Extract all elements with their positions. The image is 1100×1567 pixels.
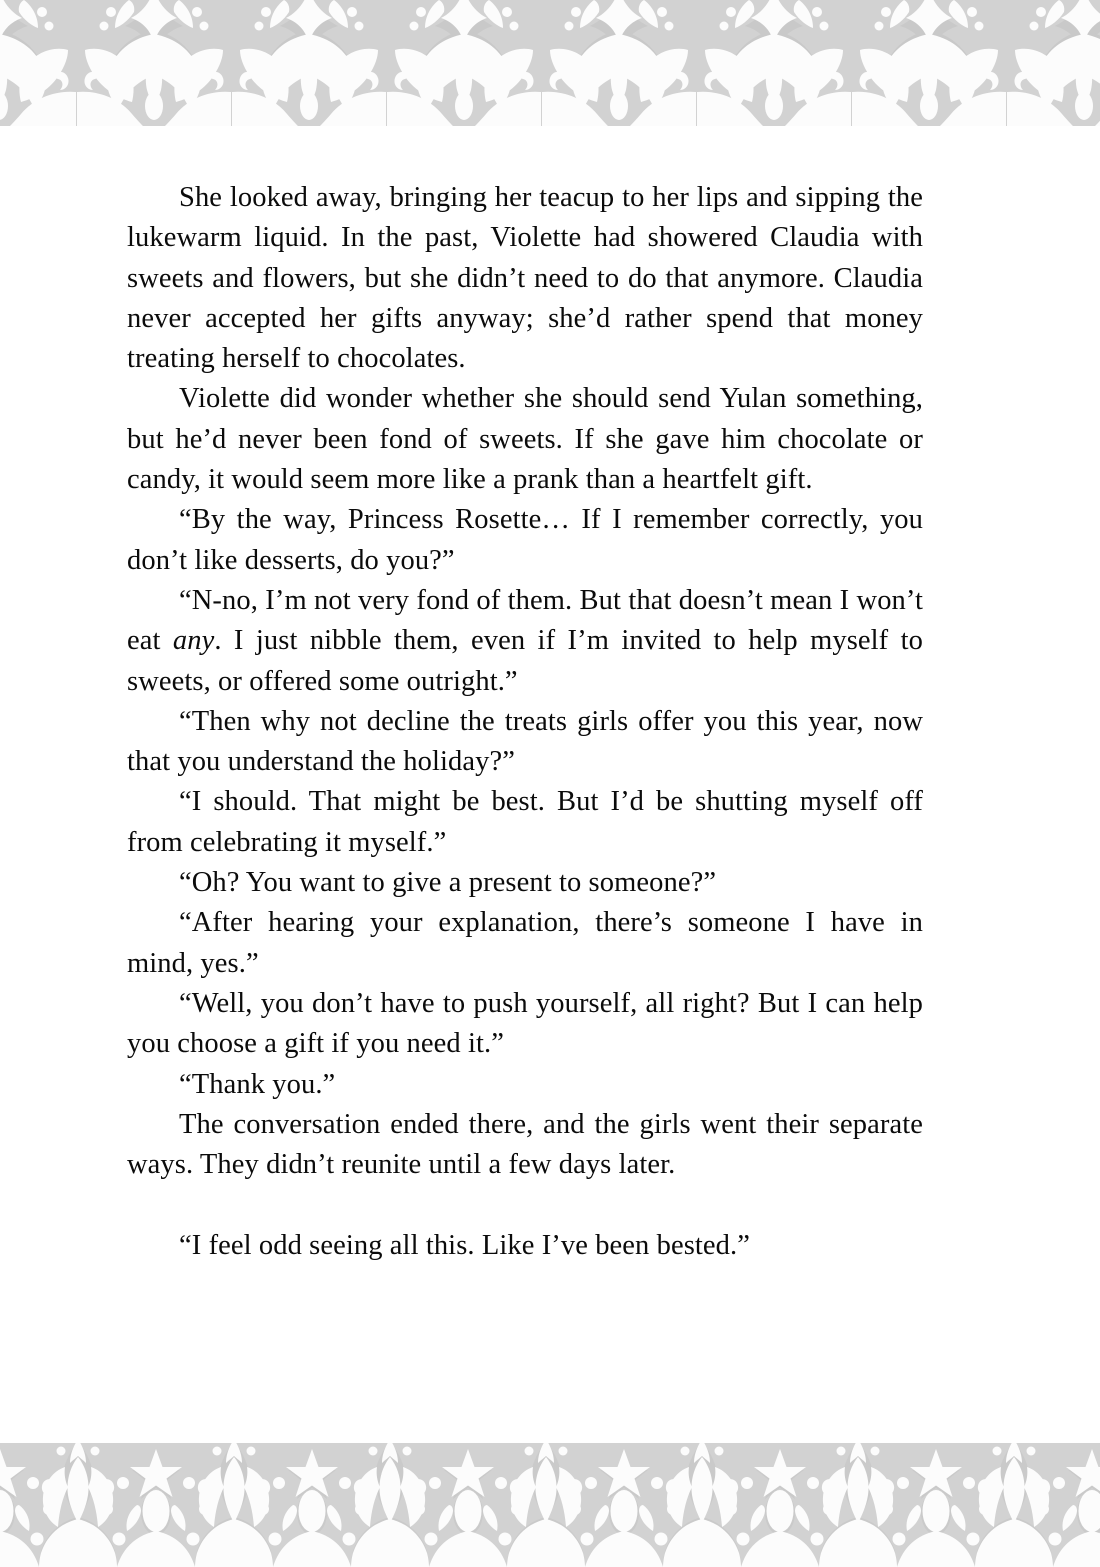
body-text-column [127, 178, 923, 1266]
text-run: “Thank you.” [179, 1068, 336, 1100]
paragraph [127, 782, 923, 863]
damask-border-top [0, 0, 1100, 126]
paragraph [127, 1226, 923, 1266]
paragraph [127, 500, 923, 581]
text-run: “N-no, I’m not very fond of them. But that doesn’t mean I won’t eat [127, 584, 923, 657]
paragraph [127, 903, 923, 984]
paragraph [127, 863, 923, 903]
text-run: Violette did wonder whether she should send Yulan something, but he’d never been fond of sweets. If she gave him chocolate or candy, it would seem more like a prank than a heartfelt gift. [127, 383, 923, 496]
paragraph [127, 379, 923, 500]
text-run: She looked away, bringing her teacup to her lips and sipping the lukewarm liquid. In the past, Violette had showered Claudia with sweets and flowers, but she didn’t need to do that anymore. Claudia never accepted her gifts anyway; she’d rather spend that money treating herself to chocolates. [127, 182, 923, 375]
text-run: “I should. That might be best. But I’d be shutting myself off from celebrating it myself.” [127, 786, 923, 858]
text-run: . I just nibble them, even if I’m invited to help myself to sweets, or offered some outright.” [127, 625, 923, 697]
paragraph [127, 702, 923, 783]
emphasis-run: any [172, 625, 215, 657]
text-run: “Then why not decline the treats girls offer you this year, now that you understand the holiday?” [127, 705, 923, 778]
text-run: “I feel odd seeing all this. Like I’ve been bested.” [179, 1229, 751, 1261]
paragraph [127, 1105, 923, 1186]
text-run: “After hearing your explanation, there’s someone I have in mind, yes.” [127, 907, 923, 979]
text-run: The conversation ended there, and the girls went their separate ways. They didn’t reunite until a few days later. [127, 1108, 923, 1181]
text-run: “Oh? You want to give a present to someone?” [179, 867, 717, 899]
paragraph [127, 178, 923, 379]
text-run: “Well, you don’t have to push yourself, all right? But I can help you choose a gift if you need it.” [127, 987, 923, 1060]
text-run: “By the way, Princess Rosette… If I remember correctly, you don’t like desserts, do you?” [127, 504, 923, 576]
paragraph [127, 1065, 923, 1105]
paragraph [127, 984, 923, 1065]
damask-border-bottom [0, 1443, 1100, 1567]
paragraph [127, 581, 923, 702]
